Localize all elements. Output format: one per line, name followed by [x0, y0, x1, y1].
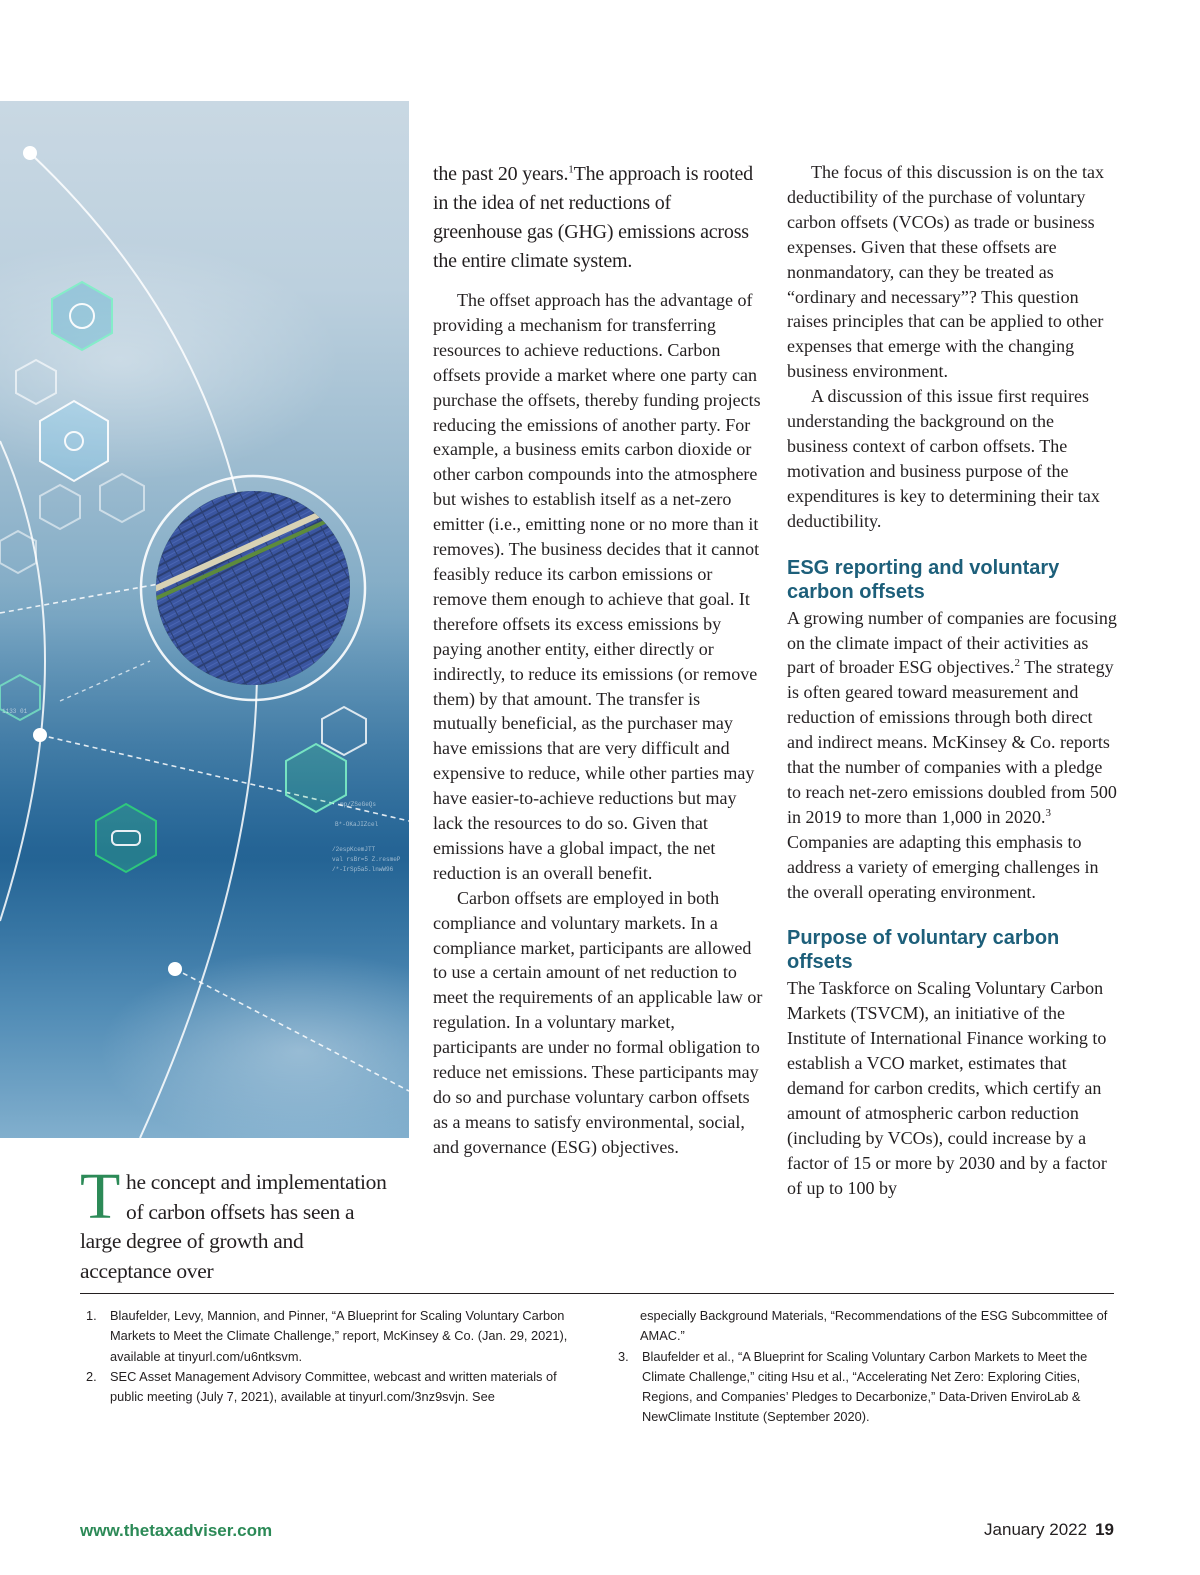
footnotes-right	[618, 1306, 1114, 1428]
svg-text:mp/ZSeGeQs: mp/ZSeGeQs	[340, 801, 377, 808]
body-column-1	[433, 160, 763, 1160]
paragraph: Carbon offsets are employed in both compliance and voluntary markets. In a compliance market, participants are allowed to use a certain amount of net reduction to meet the requirements of an applicable law or regulation. In a voluntary market, participants are under no formal obligation to reduce net emissions. These participants may do so and purchase voluntary carbon offsets as a means to satisfy environmental, social, and governance (ESG) objectives.	[433, 887, 763, 1157]
website-link[interactable]: www.thetaxadviser.com	[80, 1521, 273, 1540]
paragraph: The Taskforce on Scaling Voluntary Carbon Markets (TSVCM), an initiative of the Institute of International Finance working to establish a VCO market, estimates that demand for carbon credits, which certify an amount of atmospheric carbon reduction (including by VCOs), could increase by a factor of 15 or more by 2030 and by a factor of up to 100 by	[787, 978, 1107, 1198]
pull-quote	[80, 1160, 398, 1286]
footnote-2: 2. SEC Asset Management Advisory Committee, webcast and written materials of public meeting (July 7, 2021), available at tinyurl.com/3nz9svjn. See	[86, 1368, 557, 1405]
footnote-ref-1[interactable]: 1	[568, 163, 574, 176]
section-heading: Purpose of voluntary carbon offsets	[787, 927, 1060, 974]
issue-date: January 2022	[984, 1520, 1088, 1539]
footnote-3: 3. Blaufelder et al., “A Blueprint for Scaling Voluntary Carbon Markets to Meet the Climate Challenge,” citing Hsu et al., “Accelerating Net Zero: Exploring Cities, Regions, and Companies’ Pledges to Decarbonize,” Data-Driven EnviroLab & NewClimate Institute (September 2020).	[618, 1348, 1088, 1425]
section-heading: ESG reporting and voluntary carbon offsets	[787, 556, 1060, 603]
paragraph: The offset approach has the advantage of providing a mechanism for transferring resources to achieve reductions. Carbon offsets provide a market where one party can purchase the offsets, thereby funding projects reducing the emissions of another party. For example, a business emits carbon dioxide or other carbon compounds into the atmosphere but wishes to establish itself as a net-zero emitter (i.e., emitting none or no more than it removes). The business decides that it cannot feasibly reduce its carbon emissions or remove them enough to achieve that goal. It therefore offsets its excess emissions by paying another entity, either directly or indirectly, to reduce its emissions (or remove them) by that amount. The transfer is mutually beneficial, as the purchaser may have emissions that are very difficult and expensive to reduce, while other parties may have easier-to-achieve reductions but may lack the resources to do so. Given that emissions have a global impact, the net reduction is an overall benefit.	[433, 290, 761, 883]
solar-farm-network-graphic	[0, 101, 409, 1138]
footnote-divider	[80, 1293, 1114, 1294]
paragraph: A discussion of this issue first requires understanding the background on the business context of carbon offsets. The motivation and business purpose of the expenditures is key to determining their tax deductibility.	[787, 386, 1100, 531]
drop-cap: T	[80, 1160, 121, 1233]
svg-text:val rsBr=5 Z.resmeP: val rsBr=5 Z.resmeP	[332, 856, 401, 863]
svg-text:1133 01: 1133 01	[2, 708, 28, 715]
footnote-1: 1. Blaufelder, Levy, Mannion, and Pinner, “A Blueprint for Scaling Voluntary Carbon Markets to Meet the Climate Challenge,” report, McKinsey & Co. (Jan. 29, 2021), available at tinyurl.com/u6ntksvm.	[86, 1308, 568, 1364]
body-column-2	[787, 160, 1117, 1201]
svg-text:/2espKcemJTT: /2espKcemJTT	[332, 846, 376, 853]
page-footer-info	[984, 1520, 1114, 1540]
paragraph: The focus of this discussion is on the tax deductibility of the purchase of voluntary carbon offsets (VCOs) as trade or business expenses. Given that these offsets are nonmandatory, can they be treated as “ordinary and necessary”? This question raises principles that can be applied to other expenses that emerge with the changing business environment.	[787, 162, 1104, 382]
page-number: 19	[1095, 1520, 1114, 1539]
lede-paragraph: the past 20 years.$^1$The approach is rooted in the idea of net reductions of greenhouse gas (GHG) emissions across the entire climate system.	[433, 163, 753, 272]
footnote-2-continued: especially Background Materials, “Recommendations of the ESG Subcommittee of AMAC.”	[640, 1308, 1108, 1344]
paragraph: A growing number of companies are focusing on the climate impact of their activities as part of broader ESG objectives.$^2$ The strategy is often geared toward measurement and reduction of emissions through both direct and indirect means. McKinsey & Co. reports that the number of companies with a pledge to reach net-zero emissions doubled from 500 in 2019 to more than 1,000 in 2020.$^3$ Companies are adapting this emphasis to address a variety of emerging challenges in the overall operating environment.	[787, 607, 1117, 902]
svg-text:B*-OKaJIZcel: B*-OKaJIZcel	[335, 821, 379, 828]
footnote-ref-2[interactable]: 2	[1014, 657, 1020, 670]
svg-text:/*-IrSp5a5.lnwW96: /*-IrSp5a5.lnwW96	[332, 866, 394, 873]
footnotes-left	[86, 1306, 578, 1407]
footnote-ref-3[interactable]: 3	[1045, 806, 1051, 819]
network-overlay	[0, 101, 409, 1138]
pull-quote-text: he concept and implementation of carbon offsets has seen a large degree of growth and acceptance over	[80, 1170, 387, 1283]
